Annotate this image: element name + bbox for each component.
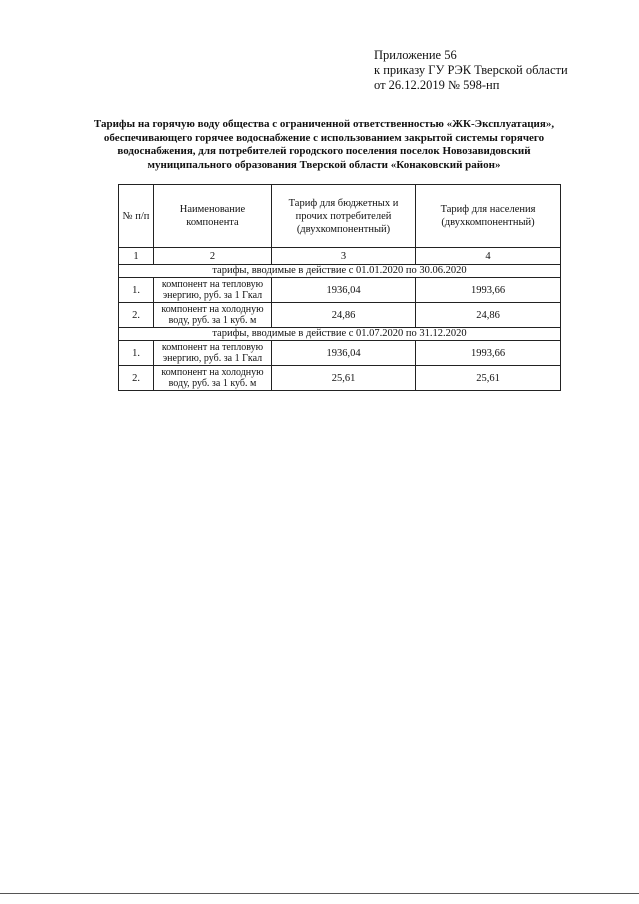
title-line: обеспечивающего горячее водоснабжение с использованием закрытой системы горячего	[103, 131, 545, 144]
row-num: 2.	[119, 303, 154, 328]
annex-date: от 26.12.2019 № 598-нп	[374, 78, 500, 92]
annex-reference	[374, 48, 568, 93]
title-line: Тарифы на горячую воду общества с ограниченной ответственностью «ЖК-Эксплуатация»,	[93, 118, 555, 130]
table-row	[119, 341, 561, 366]
column-number: 1	[119, 248, 154, 265]
header-budget: Тариф для бюджетных и прочих потребителей (двухкомпонентный)	[272, 185, 416, 248]
table-row	[119, 278, 561, 303]
row-component: компонент на тепловую энергию, руб. за 1 Гкал	[154, 341, 272, 366]
row-num: 1.	[119, 278, 154, 303]
row-budget-tariff: 1936,04	[272, 278, 416, 303]
column-numbers-row	[119, 248, 561, 265]
row-num: 1.	[119, 341, 154, 366]
title-line: муниципального образования Тверской области «Конаковский район»	[147, 158, 501, 171]
document-title	[60, 118, 588, 172]
tariff-table	[118, 184, 561, 391]
row-budget-tariff: 25,61	[272, 366, 416, 391]
table-header-row	[119, 185, 561, 248]
row-population-tariff: 1993,66	[416, 278, 561, 303]
row-component: компонент на холодную воду, руб. за 1 куб. м	[154, 366, 272, 391]
row-component: компонент на холодную воду, руб. за 1 куб. м	[154, 303, 272, 328]
table-row	[119, 303, 561, 328]
row-population-tariff: 25,61	[416, 366, 561, 391]
period-row	[119, 328, 561, 341]
page-bottom-divider	[0, 893, 639, 894]
header-num: № п/п	[119, 185, 154, 248]
header-population: Тариф для населения (двухкомпонентный)	[416, 185, 561, 248]
period-label: тарифы, вводимые в действие с 01.07.2020 по 31.12.2020	[119, 328, 561, 341]
row-component: компонент на тепловую энергию, руб. за 1 Гкал	[154, 278, 272, 303]
period-row	[119, 265, 561, 278]
column-number: 2	[154, 248, 272, 265]
title-line: водоснабжения, для потребителей городского поселения поселок Новозавидовский	[117, 145, 531, 157]
table-row	[119, 366, 561, 391]
annex-order: к приказу ГУ РЭК Тверской области	[374, 63, 568, 77]
row-num: 2.	[119, 366, 154, 391]
row-budget-tariff: 24,86	[272, 303, 416, 328]
header-name: Наименование компонента	[154, 185, 272, 248]
column-number: 3	[272, 248, 416, 265]
row-population-tariff: 1993,66	[416, 341, 561, 366]
row-budget-tariff: 1936,04	[272, 341, 416, 366]
column-number: 4	[416, 248, 561, 265]
annex-number: Приложение 56	[374, 48, 457, 62]
period-label: тарифы, вводимые в действие с 01.01.2020 по 30.06.2020	[119, 265, 561, 278]
row-population-tariff: 24,86	[416, 303, 561, 328]
